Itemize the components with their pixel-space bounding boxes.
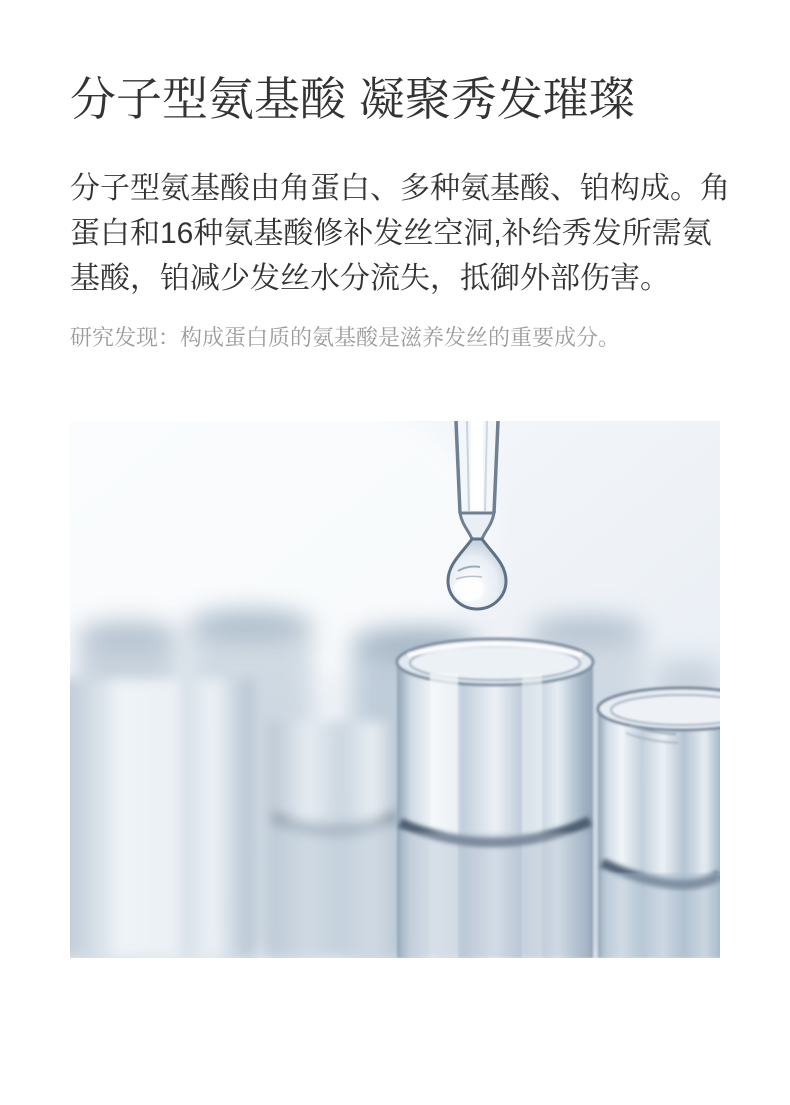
right-test-tube: [598, 688, 720, 958]
product-description-section: [0, 70, 790, 958]
product-image: [70, 421, 720, 958]
main-test-tube: [397, 639, 593, 958]
section-title: 分子型氨基酸 凝聚秀发璀璨: [70, 73, 635, 125]
section-body: 分子型氨基酸由角蛋白、多种氨基酸、铂构成。角蛋白和16种氨基酸修补发丝空洞,补给秀发所需氨基酸，铂减少发丝水分流失，抵御外部伤害。: [70, 172, 730, 295]
lab-photo-svg: [70, 421, 720, 958]
research-note: 研究发现：构成蛋白质的氨基酸是滋养发丝的重要成分。: [70, 325, 621, 350]
